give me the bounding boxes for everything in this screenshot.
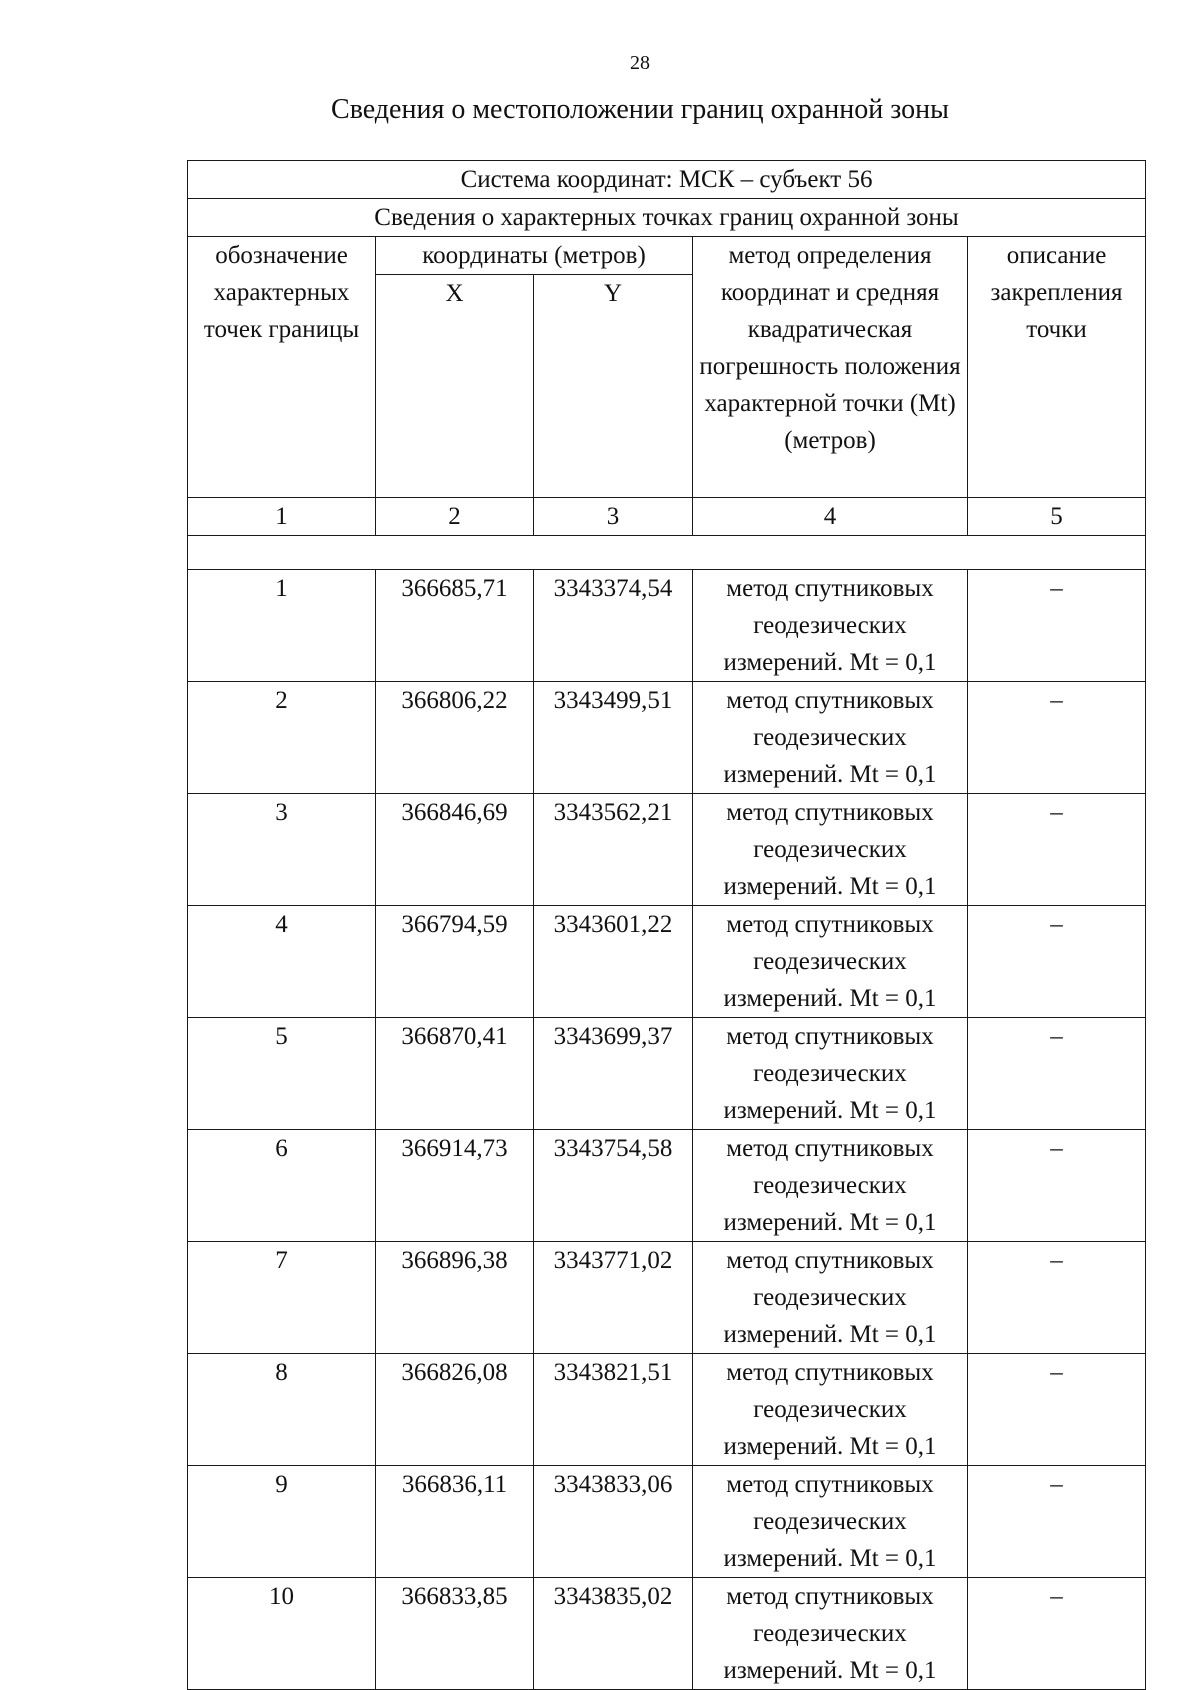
x-coordinate-cell: 366836,11 <box>376 1466 534 1578</box>
y-coordinate-cell: 3343835,02 <box>534 1578 693 1690</box>
column-number: 2 <box>376 498 534 536</box>
spacer-row <box>188 536 1146 570</box>
point-number-cell: 3 <box>188 794 376 906</box>
point-number-cell: 4 <box>188 906 376 1018</box>
x-coordinate-cell: 366914,73 <box>376 1130 534 1242</box>
point-number-cell: 1 <box>188 570 376 682</box>
method-cell: метод спутниковых геодезических измерений. Mt = 0,1 <box>693 794 968 906</box>
point-number-cell: 5 <box>188 1018 376 1130</box>
spacer-cell <box>188 536 1146 570</box>
method-cell: метод спутниковых геодезических измерений. Mt = 0,1 <box>693 1466 968 1578</box>
y-coordinate-cell: 3343601,22 <box>534 906 693 1018</box>
table-row <box>188 794 1146 906</box>
description-header: описание закрепления точки <box>968 237 1146 498</box>
method-cell: метод спутниковых геодезических измерений. Mt = 0,1 <box>693 906 968 1018</box>
y-coordinate-cell: 3343499,51 <box>534 682 693 794</box>
description-cell: – <box>968 1578 1146 1690</box>
table-row <box>188 682 1146 794</box>
method-cell: метод спутниковых геодезических измерений. Mt = 0,1 <box>693 570 968 682</box>
column-number: 4 <box>693 498 968 536</box>
coordinates-header: координаты (метров) <box>376 237 693 275</box>
table-row <box>188 1354 1146 1466</box>
description-cell: – <box>968 570 1146 682</box>
method-cell: метод спутниковых геодезических измерений. Mt = 0,1 <box>693 682 968 794</box>
table-row <box>188 1018 1146 1130</box>
x-coordinate-cell: 366833,85 <box>376 1578 534 1690</box>
point-number-cell: 8 <box>188 1354 376 1466</box>
description-cell: – <box>968 906 1146 1018</box>
y-coordinate-cell: 3343374,54 <box>534 570 693 682</box>
point-number-cell: 6 <box>188 1130 376 1242</box>
x-coordinate-cell: 366826,08 <box>376 1354 534 1466</box>
method-cell: метод спутниковых геодезических измерений. Mt = 0,1 <box>693 1018 968 1130</box>
description-cell: – <box>968 1354 1146 1466</box>
header-system-row <box>188 161 1146 199</box>
method-cell: метод спутниковых геодезических измерений. Mt = 0,1 <box>693 1242 968 1354</box>
table-row <box>188 906 1146 1018</box>
header-main-row <box>188 237 1146 275</box>
y-coordinate-cell: 3343771,02 <box>534 1242 693 1354</box>
y-coordinate-cell: 3343833,06 <box>534 1466 693 1578</box>
x-coordinate-cell: 366870,41 <box>376 1018 534 1130</box>
column-number: 5 <box>968 498 1146 536</box>
page-number: 28 <box>630 52 650 74</box>
designation-header: обозначение характерных точек границы <box>188 237 376 498</box>
x-header: X <box>376 275 534 498</box>
x-coordinate-cell: 366806,22 <box>376 682 534 794</box>
description-cell: – <box>968 1018 1146 1130</box>
y-coordinate-cell: 3343562,21 <box>534 794 693 906</box>
coordinate-system-cell: Система координат: МСК – субъект 56 <box>188 161 1146 199</box>
point-number-cell: 9 <box>188 1466 376 1578</box>
header-subtitle-row <box>188 199 1146 237</box>
point-number-cell: 7 <box>188 1242 376 1354</box>
y-coordinate-cell: 3343821,51 <box>534 1354 693 1466</box>
table-row <box>188 1242 1146 1354</box>
method-header: метод определения координат и средняя квадратическая погрешность положения характерной точки (Mt) (метров) <box>693 237 968 498</box>
y-coordinate-cell: 3343754,58 <box>534 1130 693 1242</box>
description-cell: – <box>968 1242 1146 1354</box>
point-number-cell: 10 <box>188 1578 376 1690</box>
column-number: 3 <box>534 498 693 536</box>
column-number: 1 <box>188 498 376 536</box>
y-header: Y <box>534 275 693 498</box>
description-cell: – <box>968 682 1146 794</box>
page-title: Сведения о местоположении границ охранной зоны <box>331 94 949 125</box>
description-cell: – <box>968 1130 1146 1242</box>
table-row <box>188 570 1146 682</box>
x-coordinate-cell: 366794,59 <box>376 906 534 1018</box>
table-row <box>188 1466 1146 1578</box>
method-cell: метод спутниковых геодезических измерений. Mt = 0,1 <box>693 1354 968 1466</box>
column-numbers-row <box>188 498 1146 536</box>
method-cell: метод спутниковых геодезических измерений. Mt = 0,1 <box>693 1578 968 1690</box>
x-coordinate-cell: 366846,69 <box>376 794 534 906</box>
coordinates-table <box>187 160 1146 1690</box>
table-row <box>188 1130 1146 1242</box>
description-cell: – <box>968 794 1146 906</box>
x-coordinate-cell: 366896,38 <box>376 1242 534 1354</box>
point-number-cell: 2 <box>188 682 376 794</box>
method-cell: метод спутниковых геодезических измерений. Mt = 0,1 <box>693 1130 968 1242</box>
description-cell: – <box>968 1466 1146 1578</box>
table-row <box>188 1578 1146 1690</box>
y-coordinate-cell: 3343699,37 <box>534 1018 693 1130</box>
x-coordinate-cell: 366685,71 <box>376 570 534 682</box>
table-subtitle-cell: Сведения о характерных точках границ охранной зоны <box>188 199 1146 237</box>
